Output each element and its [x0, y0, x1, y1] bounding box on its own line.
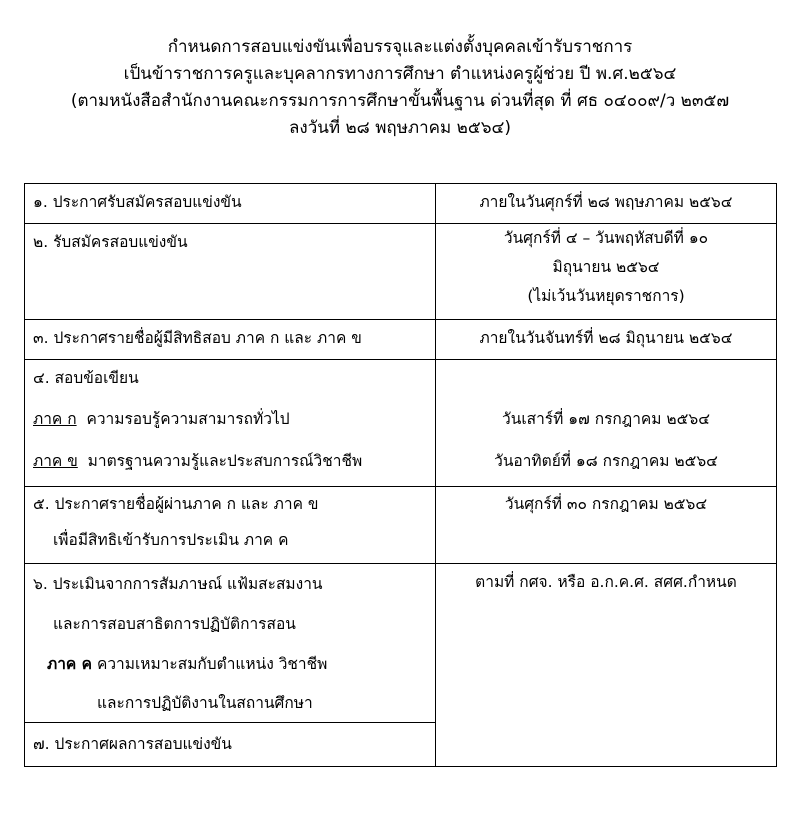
header-line-4: ลงวันที่ ๒๘ พฤษภาคม ๒๕๖๔)	[288, 118, 512, 138]
spacer	[436, 360, 776, 396]
part-c-label: ภาค ค	[47, 655, 93, 673]
header-line-1: กำหนดการสอบแข่งขันเพื่อบรรจุและแต่งตั้งบุคคลเข้ารับราชการ	[167, 37, 633, 57]
part-a-row	[25, 396, 435, 442]
activity-text: ๒. รับสมัครสอบแข่งขัน	[33, 233, 188, 251]
schedule-table	[24, 183, 777, 767]
part-c-row	[25, 644, 435, 684]
part-b-label: ภาค ข	[33, 452, 78, 470]
activity-text: ๓. ประกาศรายชื่อผู้มีสิทธิสอบ ภาค ก และ ภาค ข	[33, 329, 362, 347]
date-text: วันเสาร์ที่ ๑๗ กรกฎาคม ๒๕๖๔	[502, 410, 710, 428]
header-line-3: (ตามหนังสือสำนักงานคณะกรรมการการศึกษาขั้นพื้นฐาน ด่วนที่สุด ที่ ศธ ๐๔๐๐๙/ว ๒๓๕๗	[70, 91, 730, 111]
activity-text: ๗. ประกาศผลการสอบแข่งขัน	[33, 735, 232, 753]
date-cell	[436, 360, 777, 487]
table-row	[25, 564, 777, 723]
activity-text: ๔. สอบข้อเขียน	[33, 369, 139, 387]
activity-text: ๖. ประเมินจากการสัมภาษณ์ แฟ้มสะสมงาน	[33, 575, 323, 593]
date-cell	[436, 184, 777, 224]
part-b-row	[25, 442, 435, 480]
date-cell	[436, 487, 777, 564]
part-a-text: ความรอบรู้ความสามารถทั่วไป	[86, 410, 290, 428]
activity-cell	[25, 723, 436, 767]
part-b-text: มาตรฐานความรู้และประสบการณ์วิชาชีพ	[87, 452, 363, 470]
date-text: วันศุกร์ที่ ๓๐ กรกฎาคม ๒๕๖๔	[504, 495, 708, 513]
date-cell-merged	[436, 564, 777, 767]
activity-cell	[25, 320, 436, 360]
activity-text: เพื่อมีสิทธิเข้ารับการประเมิน ภาค ค	[53, 531, 289, 549]
date-text: (ไม่เว้นวันหยุดราชการ)	[527, 287, 685, 305]
part-c-text: ความเหมาะสมกับตำแหน่ง วิชาชีพ	[92, 655, 328, 673]
activity-cell	[25, 224, 436, 320]
date-cell	[436, 224, 777, 320]
date-text: วันศุกร์ที่ ๔ – วันพฤหัสบดีที่ ๑๐	[503, 229, 709, 247]
activity-text: ๑. ประกาศรับสมัครสอบแข่งขัน	[33, 193, 242, 211]
header-line-2: เป็นข้าราชการครูและบุคลากรทางการศึกษา ตำแหน่งครูผู้ช่วย ปี พ.ศ.๒๕๖๔	[123, 64, 677, 84]
date-text: วันอาทิตย์ที่ ๑๘ กรกฎาคม ๒๕๖๔	[494, 452, 718, 470]
activity-cell	[25, 487, 436, 564]
activity-cell	[25, 184, 436, 224]
date-text: มิถุนายน ๒๕๖๔	[552, 258, 660, 276]
document-header	[0, 34, 800, 142]
table-row	[25, 360, 777, 487]
date-text: ภายในวันศุกร์ที่ ๒๘ พฤษภาคม ๒๕๖๔	[479, 193, 733, 211]
table-row	[25, 224, 777, 320]
date-text: ตามที่ กศจ. หรือ อ.ก.ค.ศ. สศศ.กำหนด	[475, 573, 737, 591]
activity-text: และการสอบสาธิตการปฏิบัติการสอน	[53, 615, 296, 633]
table-row	[25, 487, 777, 564]
date-cell	[436, 320, 777, 360]
table-row	[25, 184, 777, 224]
date-text: ภายในวันจันทร์ที่ ๒๘ มิถุนายน ๒๕๖๔	[479, 329, 733, 347]
activity-text: ๕. ประกาศรายชื่อผู้ผ่านภาค ก และ ภาค ข	[33, 495, 319, 513]
table-row	[25, 320, 777, 360]
activity-text: และการปฏิบัติงานในสถานศึกษา	[97, 694, 313, 712]
activity-cell	[25, 360, 436, 487]
part-a-label: ภาค ก	[33, 410, 77, 428]
activity-cell	[25, 564, 436, 723]
